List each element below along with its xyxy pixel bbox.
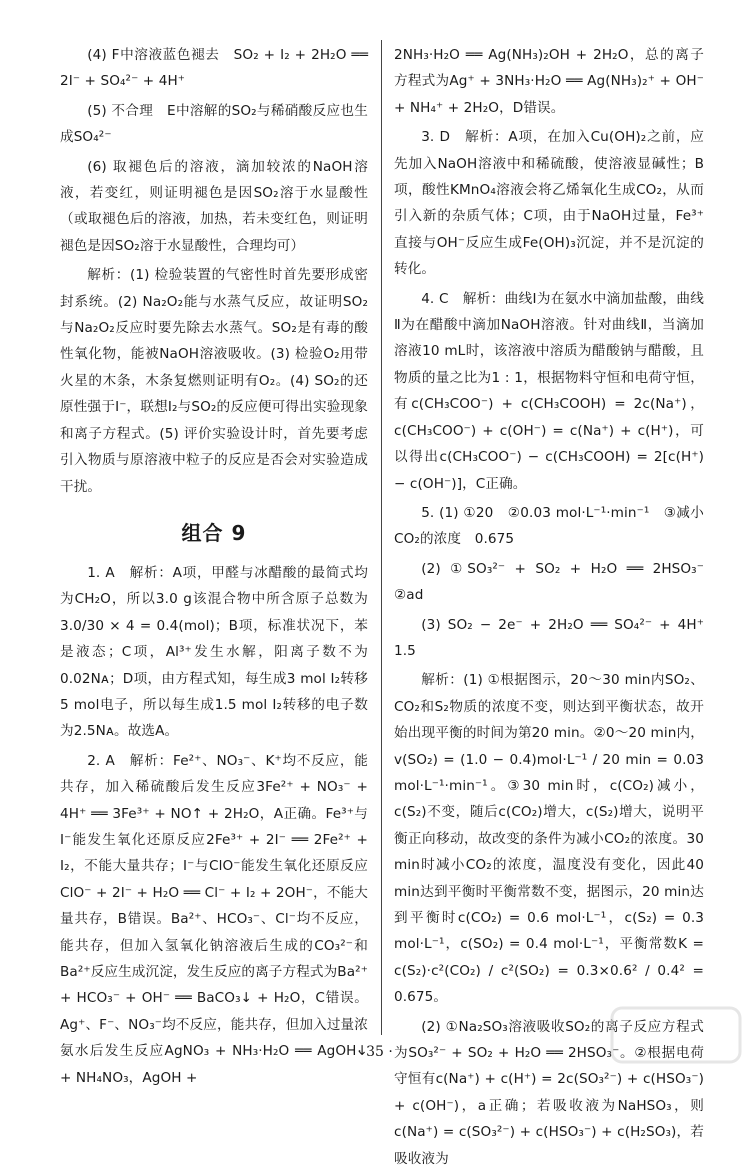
right-paragraph: 4. C 解析：曲线Ⅰ为在氨水中滴加盐酸，曲线Ⅱ为在醋酸中滴加NaOH溶液。针对曲线Ⅱ，当滴加溶液10 mL时，该溶液中溶质为醋酸钠与醋酸，且物质的量之比为1 : 1，根据物料守恒和电荷守恒，有c(CH₃COO⁻) + c(CH₃COOH) = 2c(Na⁺)，c(CH₃COO⁻) + c(OH⁻) = c(Na⁺) + c(H⁺)，可以得出c(CH₃COO⁻) − c(CH₃COOH) = 2[c(H⁺) − c(OH⁻)]，C正确。	[394, 290, 704, 492]
watermark-logo	[610, 1006, 742, 1064]
section-title: 组合 9	[181, 520, 247, 545]
left-column-lines-a	[60, 42, 368, 500]
right-column-lines	[394, 42, 718, 1172]
column-divider	[381, 40, 382, 1035]
right-paragraph: 5. (1) ①20 ②0.03 mol·L⁻¹·min⁻¹ ③减小CO₂的浓度 0.675	[394, 504, 704, 548]
left-column-lines-b	[60, 560, 368, 1091]
right-paragraph: 2NH₃·H₂O ══ Ag(NH₃)₂OH + 2H₂O，总的离子方程式为Ag⁺ + 3NH₃·H₂O ══ Ag(NH₃)₂⁺ + OH⁻ + NH₄⁺ + 2H₂O，D错误。	[394, 47, 704, 116]
left-paragraph: (5) 不合理 E中溶解的SO₂与稀硝酸反应也生成SO₄²⁻	[60, 102, 368, 146]
right-paragraph: 3. D 解析：A项，在加入Cu(OH)₂之前，应先加入NaOH溶液中和稀硫酸，使溶液显碱性；B项，酸性KMnO₄溶液会将乙烯氧化生成CO₂，从而引入新的杂质气体；C项，由于NaOH过量，Fe³⁺直接与OH⁻反应生成Fe(OH)₃沉淀，并不是沉淀的转化。	[394, 129, 704, 278]
right-paragraph: (2) ①SO₃²⁻ + SO₂ + H₂O ══ 2HSO₃⁻ ②ad	[394, 560, 718, 604]
right-paragraph: (3) SO₂ − 2e⁻ + 2H₂O ══ SO₄²⁻ + 4H⁺ 1.5	[394, 616, 718, 659]
page-number: · 35 ·	[357, 1044, 393, 1060]
left-paragraph: (4) F中溶液蓝色褪去 SO₂ + I₂ + 2H₂O ══ 2I⁻ + SO₄²⁻ + 4H⁺	[60, 47, 368, 90]
left-paragraph: 2. A 解析：Fe²⁺、NO₃⁻、K⁺均不反应，能共存，加入稀硫酸后发生反应3Fe²⁺ + NO₃⁻ + 4H⁺ ══ 3Fe³⁺ + NO↑ + 2H₂O，A正确。Fe³⁺与I⁻能发生氧化还原反应2Fe³⁺ + 2I⁻ ══ 2Fe²⁺ + I₂，不能大量共存；I⁻与ClO⁻能发生氧化还原反应ClO⁻ + 2I⁻ + H₂O ══ Cl⁻ + I₂ + 2OH⁻，不能大量共存，B错误。Ba²⁺、HCO₃⁻、Cl⁻均不反应，能共存，但加入氢氧化钠溶液后生成的CO₃²⁻和Ba²⁺反应生成沉淀，发生反应的离子方程式为Ba²⁺ + HCO₃⁻ + OH⁻ ══ BaCO₃↓ + H₂O，C错误。Ag⁺、F⁻、NO₃⁻均不反应，能共存，但加入过量浓氨水后发生反应AgNO₃ + NH₃·H₂O ══ AgOH↓ + NH₄NO₃，AgOH +	[60, 752, 368, 1086]
right-paragraph: 解析：(1) ①根据图示，20～30 min内SO₂、CO₂和S₂物质的浓度不变，则达到平衡状态，故开始出现平衡的时间为第20 min。②0～20 min内，v(SO₂) = (1.0 − 0.4)mol·L⁻¹ / 20 min = 0.03 mol·L⁻¹·min⁻¹。③30 min时，c(CO₂)减小，c(S₂)不变，随后c(CO₂)增大，c(S₂)增大，说明平衡正向移动，故改变的条件为减小CO₂的浓度。30 min时减小CO₂的浓度，温度没有变化，因此40 min达到平衡时平衡常数不变，据图示，20 min达到平衡时c(CO₂) = 0.6 mol·L⁻¹，c(S₂) = 0.3 mol·L⁻¹，c(SO₂) = 0.4 mol·L⁻¹，平衡常数K = c(S₂)·c²(CO₂) / c²(SO₂) = 0.3×0.6² / 0.4² = 0.675。	[394, 672, 704, 1006]
left-paragraph: (6) 取褪色后的溶液，滴加较浓的NaOH溶液，若变红，则证明褪色是因SO₂溶于水显酸性（或取褪色后的溶液，加热，若未变红色，则证明褪色是因SO₂溶于水显酸性，合理均可）	[60, 158, 368, 254]
left-paragraph: 1. A 解析：A项，甲醛与冰醋酸的最简式均为CH₂O，所以3.0 g该混合物中所含原子总数为3.0/30 × 4 = 0.4(mol)；B项，标准状况下，苯是液态；C项，Al³⁺发生水解，阳离子数不为0.02Nᴀ；D项，由方程式知，每生成3 mol I₂转移5 mol电子，所以每生成1.5 mol I₂转移的电子数为2.5Nᴀ。故选A。	[60, 564, 368, 740]
left-column	[60, 42, 368, 1094]
left-paragraph: 解析：(1) 检验装置的气密性时首先要形成密封系统。(2) Na₂O₂能与水蒸气反应，故证明SO₂与Na₂O₂反应时要先除去水蒸气。SO₂是有毒的酸性氧化物，能被NaOH溶液吸收。(3) 检验O₂用带火星的木条，木条复燃则证明有O₂。(4) SO₂的还原性强于I⁻，联想I₂与SO₂的反应便可得出实验现象和离子方程式。(5) 评价实验设计时，首先要考虑引入物质与原溶液中粒子的反应是否会对实验造成干扰。	[60, 267, 368, 495]
right-paragraph: (2) ①Na₂SO₃溶液吸收SO₂的离子反应方程式为SO₃²⁻ + SO₂ + H₂O ══ 2HSO₃⁻。②根据电荷守恒有c(Na⁺) + c(H⁺) = 2c(SO₃²⁻) + c(HSO₃⁻) + c(OH⁻)，a正确；若吸收液为NaHSO₃，则c(Na⁺) = c(SO₃²⁻) + c(HSO₃⁻) + c(H₂SO₃)，若吸收液为	[394, 1018, 704, 1167]
